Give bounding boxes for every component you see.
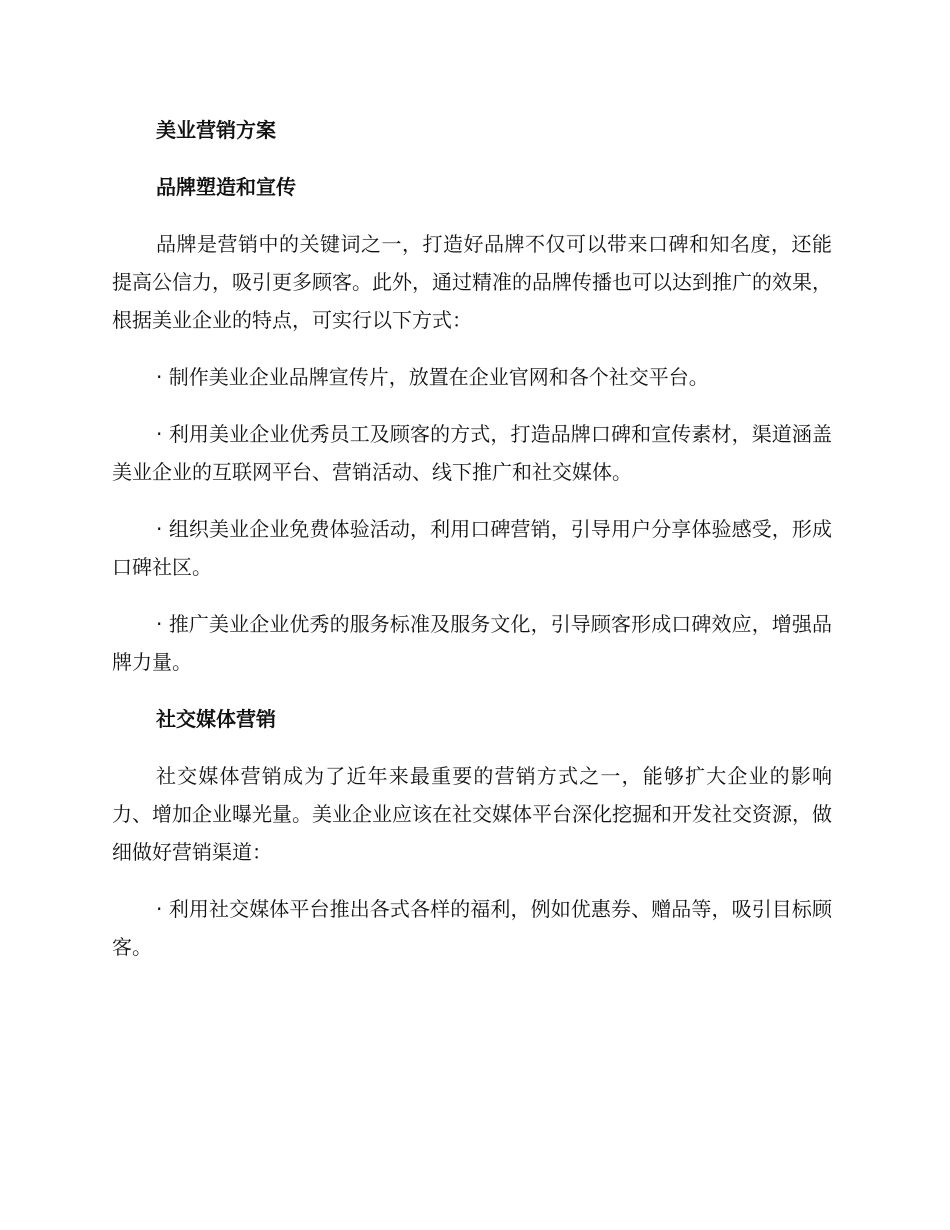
section-intro-brand: 品牌是营销中的关键词之一，打造好品牌不仅可以带来口碑和知名度，还能提高公信力，吸引更多顾客。此外，通过精准的品牌传播也可以达到推广的效果，根据美业企业的特点，可实行以下方式： [112,232,832,332]
bullet-item: · 组织美业企业免费体验活动，利用口碑营销，引导用户分享体验感受，形成口碑社区。 [112,517,832,579]
bullet-item: · 利用社交媒体平台推出各式各样的福利，例如优惠券、赠品等，吸引目标顾客。 [112,897,832,959]
section-intro-social: 社交媒体营销成为了近年来最重要的营销方式之一，能够扩大企业的影响力、增加企业曝光量。美业企业应该在社交媒体平台深化挖掘和开发社交资源，做细做好营销渠道： [112,764,832,864]
section-heading-social: 社交媒体营销 [156,707,276,731]
document-title: 美业营销方案 [156,118,276,142]
section-heading-brand: 品牌塑造和宣传 [156,175,296,199]
document-page [112,111,832,985]
bullet-item: · 制作美业企业品牌宣传片，放置在企业官网和各个社交平台。 [156,365,709,389]
bullet-item: · 推广美业企业优秀的服务标准及服务文化，引导顾客形成口碑效应，增强品牌力量。 [112,612,832,674]
bullet-item: · 利用美业企业优秀员工及顾客的方式，打造品牌口碑和宣传素材，渠道涵盖美业企业的互联网平台、营销活动、线下推广和社交媒体。 [112,422,832,484]
